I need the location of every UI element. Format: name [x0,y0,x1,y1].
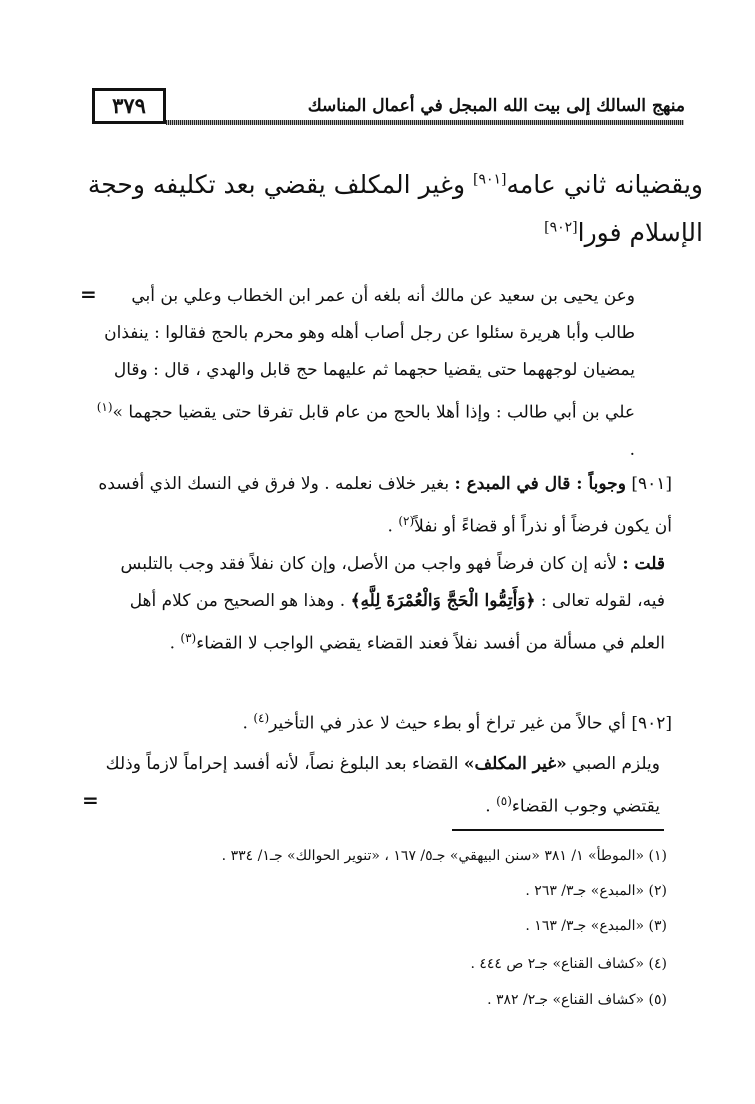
footnote-2: (٢) «المبدع» جـ٣/ ٢٦٣ . [525,883,667,899]
paragraph-end: . [242,713,254,734]
note-ref-4: (٤) [253,711,270,725]
ref-901: [٩٠١] [473,171,507,188]
continuation-paragraph [95,278,635,469]
paragraph-text: بغير خلاف نعلمه . ولا فرق في النسك الذي أفسده أن يكون فرضاً أو نذراً أو قضاءً أو نفلاً [98,474,672,537]
paragraph-text: . وهذا هو الصحيح من كلام أهل العلم في مسألة من أفسد نفلاً فعند القضاء يقضي الواجب لا القضاء [129,591,665,654]
note-ref-1: (١) [96,400,113,414]
running-header-title: منهج السالك إلى بيت الله المبجل في أعمال المناسك [307,96,685,116]
paragraph-end: . [485,796,497,817]
footnote-4: (٤) «كشاف القناع» جـ٢ ص ٤٤٤ . [470,956,667,972]
header-rule [166,120,684,125]
note-902-label: [٩٠٢] [631,713,672,734]
paragraph-end: . [387,516,399,537]
continuation-mark-bottom: = [82,788,99,812]
child-paragraph [95,746,660,826]
quran-ayah: ﴿وَأَتِمُّوا الْحَجَّ وَالْعُمْرَةَ لِلَّهِ﴾ [350,591,536,611]
main-text-segment: وغير المكلف يقضي بعد تكليفه وحجة [87,170,466,199]
paragraph-text: القضاء بعد البلوغ نصاً، لأنه أفسد إحراماً لازماً وذلك يقتضي وجوب القضاء [105,754,660,817]
main-text-segment: الإسلام فورا [577,218,703,247]
paragraph-end: . [169,633,181,654]
main-text-line-1 [63,170,703,199]
note-901-label: [٩٠١] [631,474,672,494]
main-text-segment: ويقضيانه ثاني عامه [506,170,703,199]
qult-paragraph [95,546,665,663]
note-901-lead: وجوباً : قال في المبدع : [454,474,626,494]
note-902-paragraph [87,700,672,743]
note-ref-3: (٣) [180,631,197,645]
child-bold-term: «غير المكلف» [463,754,567,774]
main-text-line-2 [63,218,703,247]
note-901-paragraph [87,466,672,546]
ref-902: [٩٠٢] [544,219,578,236]
footnote-3: (٣) «المبدع» جـ٣/ ١٦٣ . [525,918,667,934]
paragraph-end: . [629,439,635,460]
footnote-rule [452,829,664,831]
continuation-mark-top: = [80,282,97,306]
qult-lead: قلت : [622,554,665,574]
note-ref-5: (٥) [496,794,512,808]
note-ref-2: (٢) [398,514,415,528]
paragraph-text: ويلزم الصبي [566,754,660,774]
page-number: ٣٧٩ [92,88,166,124]
footnote-1: (١) «الموطأ» ١/ ٣٨١ «سنن البيهقي» جـ٥/ ١٦٧ ، «تنوير الحوالك» جـ١/ ٣٣٤ . [221,848,667,864]
paragraph-text: وعن يحيى بن سعيد عن مالك أنه بلغه أن عمر ابن الخطاب وعلي بن أبي طالب وأبا هريرة سئلوا عن رجل أصاب أهله وهو محرم بالحج فقالوا : ينفذان يمضيان لوجههما حتى يقضيا حجهما ثم عليهما حج قابل والهدي ، قال : وقال علي بن أبي طالب : وإذا أهلا بالحج من عام قابل تفرقا حتى يقضيا حجهما » [104,286,635,423]
paragraph-text: أي حالاً من غير تراخ أو بطء حيث لا عذر في التأخير [269,713,626,734]
paragraph-text: لأنه إن كان فرضاً فهو واجب من الأصل، وإن كان نفلاً فقد وجب بالتلبس فيه، لقوله تعالى : [120,554,665,611]
footnote-5: (٥) «كشاف القناع» جـ٢/ ٣٨٢ . [487,992,667,1008]
